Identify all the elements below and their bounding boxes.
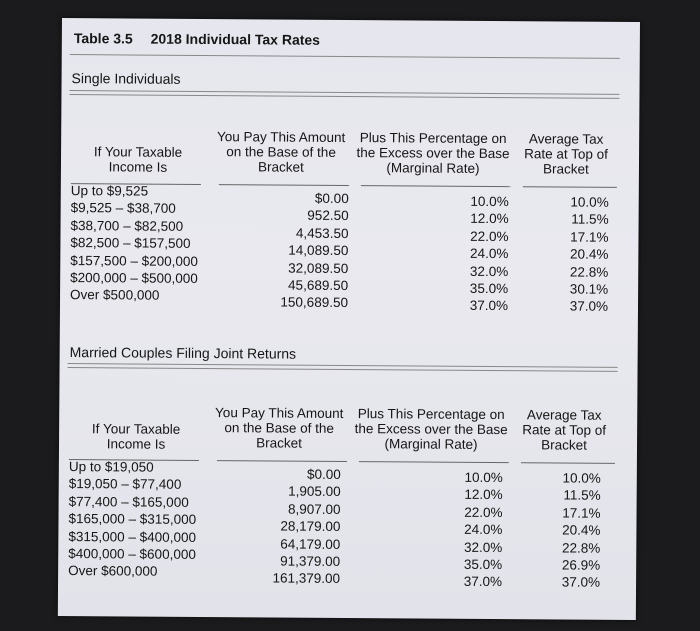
header-taxable-income-married: If Your Taxable Income Is <box>91 421 181 452</box>
base-cell: 150,689.50 <box>280 294 349 311</box>
income-cell: Up to $9,525 <box>70 183 149 199</box>
title-rule <box>70 54 620 59</box>
header-rule-average <box>523 186 617 188</box>
base-cell: 4,453.50 <box>295 225 349 241</box>
income-cell: $165,000 – $315,000 <box>68 511 197 528</box>
base-cell: $0.00 <box>314 190 349 207</box>
average-cell: 10.0% <box>562 470 601 486</box>
income-cell: $82,500 – $157,500 <box>70 235 191 252</box>
income-cell: Over $600,000 <box>68 563 158 580</box>
section-label-married: Married Couples Filing Joint Returns <box>69 344 297 362</box>
base-cell: 45,689.50 <box>288 277 349 294</box>
header-rule-marginal <box>361 185 511 187</box>
marginal-cell: 37.0% <box>469 298 509 314</box>
header-rule-base <box>219 184 349 186</box>
average-cell: 20.4% <box>570 246 609 263</box>
average-cell: 22.8% <box>569 264 609 280</box>
marginal-cell: 12.0% <box>464 487 503 503</box>
single-income-column <box>70 182 198 305</box>
header-rule-base-married <box>217 460 347 462</box>
header-average-rate-married: Average Tax Rate at Top of Bracket <box>522 407 607 453</box>
income-cell: Over $500,000 <box>70 287 160 304</box>
average-cell: 20.4% <box>562 522 601 538</box>
married-base-column <box>228 465 341 588</box>
income-cell: Up to $19,050 <box>68 459 154 475</box>
base-cell: 32,089.50 <box>288 260 349 276</box>
marginal-cell: 12.0% <box>470 211 509 227</box>
marginal-cell: 22.0% <box>464 504 503 520</box>
header-marginal-rate: Plus This Percentage on the Excess over the Base (Marginal Rate) <box>356 130 510 176</box>
base-cell: 64,179.00 <box>280 536 341 552</box>
average-cell: 37.0% <box>569 298 609 315</box>
tax-table-sheet <box>58 18 640 620</box>
average-cell: 17.1% <box>562 505 601 521</box>
income-cell: $19,050 – $77,400 <box>68 476 182 493</box>
section-rule-married <box>68 363 618 372</box>
header-rule-average-married <box>521 462 615 464</box>
income-cell: $9,525 – $38,700 <box>70 200 176 217</box>
header-base-amount-married: You Pay This Amount on the Base of the Bracket <box>215 405 344 451</box>
header-marginal-rate-married: Plus This Percentage on the Excess over the Base (Marginal Rate) <box>354 406 508 452</box>
average-cell: 30.1% <box>569 281 609 297</box>
base-cell: 8,907.00 <box>287 501 341 517</box>
income-cell: $38,700 – $82,500 <box>70 217 184 234</box>
single-average-column <box>540 193 609 315</box>
income-cell: $200,000 – $500,000 <box>70 270 198 286</box>
base-cell: 952.50 <box>307 208 349 224</box>
base-cell: $0.00 <box>306 466 341 482</box>
table-number: Table 3.5 <box>73 30 133 47</box>
base-cell: 28,179.00 <box>280 518 341 535</box>
marginal-cell: 35.0% <box>469 280 509 297</box>
marginal-cell: 10.0% <box>470 193 509 210</box>
average-cell: 11.5% <box>563 487 601 504</box>
average-cell: 22.8% <box>561 540 601 556</box>
average-cell: 11.5% <box>571 211 609 228</box>
income-cell: $400,000 – $600,000 <box>68 546 196 562</box>
average-cell: 37.0% <box>561 574 601 591</box>
table-title <box>74 30 320 48</box>
income-cell: $315,000 – $400,000 <box>68 528 197 545</box>
base-cell: 1,905.00 <box>288 483 341 500</box>
marginal-cell: 32.0% <box>463 539 503 555</box>
income-cell: $77,400 – $165,000 <box>68 493 189 510</box>
header-base-amount: You Pay This Amount on the Base of the Bracket <box>216 129 346 175</box>
single-base-column <box>240 189 349 312</box>
section-label-single: Single Individuals <box>71 70 181 87</box>
marginal-cell: 22.0% <box>470 228 509 244</box>
marginal-cell: 10.0% <box>464 469 503 486</box>
average-cell: 26.9% <box>561 557 601 573</box>
income-cell: $157,500 – $200,000 <box>70 252 198 269</box>
header-taxable-income: If Your Taxable Income Is <box>93 144 183 175</box>
married-income-column <box>68 458 196 581</box>
marginal-cell: 24.0% <box>470 246 509 262</box>
marginal-cell: 37.0% <box>463 574 503 590</box>
header-average-rate: Average Tax Rate at Top of Bracket <box>524 131 609 177</box>
marginal-cell: 32.0% <box>469 263 509 279</box>
marginal-cell: 24.0% <box>464 522 503 538</box>
section-rule-single <box>69 90 619 99</box>
single-marginal-column <box>440 193 509 315</box>
married-marginal-column <box>434 469 503 591</box>
header-rule-marginal-married <box>359 461 509 463</box>
average-cell: 10.0% <box>570 194 609 210</box>
marginal-cell: 35.0% <box>463 556 503 573</box>
table-title-text: 2018 Individual Tax Rates <box>150 30 321 48</box>
base-cell: 91,379.00 <box>280 553 341 569</box>
base-cell: 14,089.50 <box>288 242 349 259</box>
base-cell: 161,379.00 <box>272 570 341 587</box>
average-cell: 17.1% <box>570 229 609 245</box>
married-average-column <box>532 469 601 591</box>
